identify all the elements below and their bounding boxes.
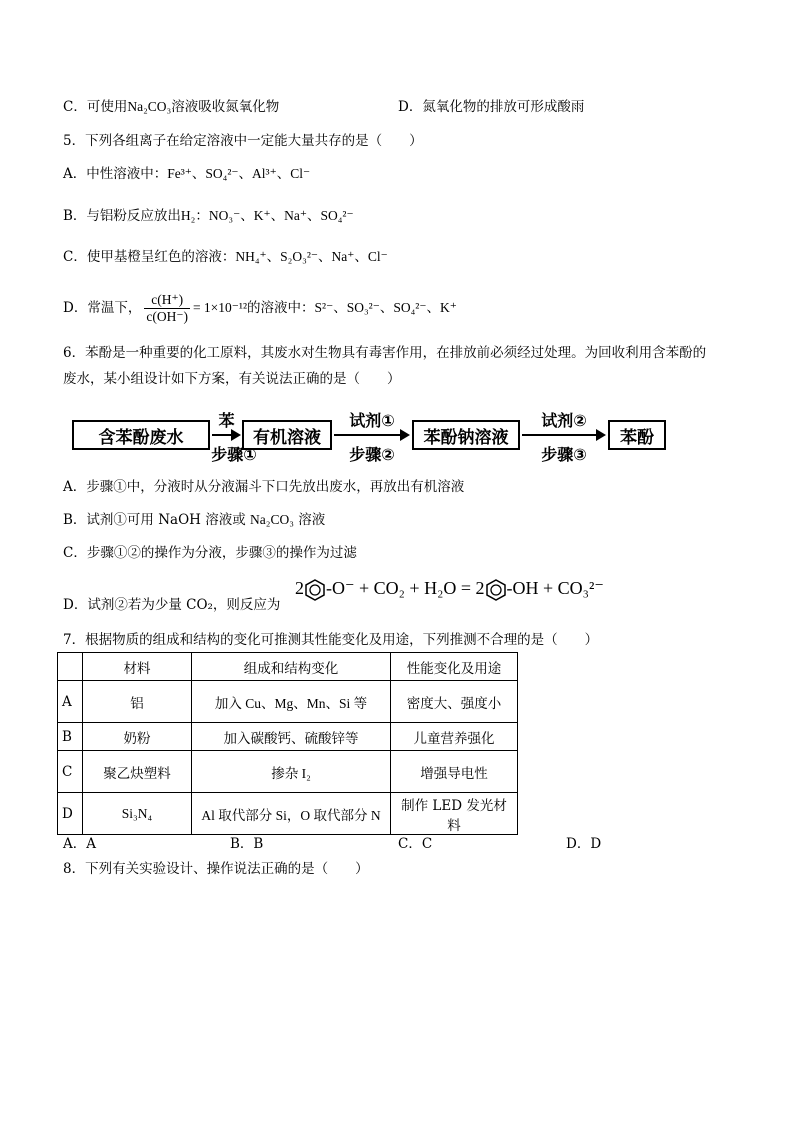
- table-cell: 加入 Cu、Mg、Mn、Si 等: [192, 681, 391, 723]
- q6-option-b-suffix: 溶液: [293, 512, 326, 528]
- q6-stem-line2: 废水，某小组设计如下方案，有关说法正确的是（ ）: [63, 371, 401, 387]
- q6-option-b-formula: Na₂CO₃: [250, 512, 294, 527]
- table-cell: 密度大、强度小: [391, 681, 518, 723]
- q4-option-d: D．氮氧化物的排放可形成酸雨: [398, 99, 585, 115]
- table-header-cell: [58, 653, 83, 681]
- table-header-row: [58, 653, 518, 681]
- q7-stem: 7．根据物质的组成和结构的变化可推测其性能变化及用途，下列推测不合理的是（ ）: [63, 632, 599, 648]
- q6-stem-line1: 6．苯酚是一种重要的化工原料，其废水对生物具有毒害作用，在排放前必须经过处理。为回收利用含苯酚的: [63, 345, 707, 361]
- eq-phenoxide: O⁻: [332, 578, 355, 598]
- q4-option-c: [63, 97, 279, 117]
- flow-box-waste-water: 含苯酚废水: [72, 420, 210, 450]
- flow-box-organic-solution: 有机溶液: [242, 420, 332, 450]
- table-header-cell: 材料: [83, 653, 192, 681]
- q5-option-c-ions: NH₄⁺、S₂O₃²⁻、Na⁺、Cl⁻: [235, 249, 388, 264]
- table-cell: 增强导电性: [391, 751, 518, 793]
- flow-arrow-step1-label: 步骤①: [211, 445, 257, 464]
- eq-phenol-oh: OH: [512, 578, 539, 598]
- q7-option-a: A．A: [63, 836, 96, 852]
- q5-stem: 5．下列各组离子在给定溶液中一定能大量共存的是（ ）: [63, 133, 423, 149]
- q4-option-c-formula: Na₂CO₃: [127, 99, 172, 114]
- table-cell: Al 取代部分 Si，O 取代部分 N: [192, 793, 391, 835]
- table-cell: A: [58, 681, 83, 723]
- flow-box-sodium-phenoxide: 苯酚钠溶液: [412, 420, 520, 450]
- q6-option-a: A．步骤①中，分液时从分液漏斗下口先放出废水，再放出有机溶液: [63, 479, 465, 495]
- table-row: [58, 723, 518, 751]
- q6-option-d: D．试剂②若为少量 CO₂，则反应为: [63, 597, 281, 613]
- flow-arrow-step3-reagent: 试剂②: [541, 411, 587, 430]
- q6-option-b: [63, 510, 325, 530]
- table-cell: 奶粉: [83, 723, 192, 751]
- q5-option-d-ions: S²⁻、SO₃²⁻、SO₄²⁻、K⁺: [314, 300, 457, 315]
- q7-table: [57, 652, 518, 835]
- eq-reactants: + CO₂ + H₂O = 2: [354, 578, 485, 598]
- flow-arrow-step3-label: 步骤③: [541, 445, 587, 464]
- table-row: [58, 793, 518, 835]
- q5-option-b-ions: ：NO₃⁻、K⁺、Na⁺、SO₄²⁻: [195, 208, 354, 223]
- table-cell: B: [58, 723, 83, 751]
- arrow-head-icon: [231, 429, 241, 441]
- q5-option-d-prefix: D．常温下，: [63, 300, 142, 316]
- q5-option-d-fraction: [144, 292, 190, 325]
- eq-products: + CO₃²⁻: [538, 578, 604, 598]
- flow-arrow-step1-reagent: 苯: [218, 411, 235, 430]
- q5-option-d: [63, 288, 457, 328]
- arrow-shaft: [212, 434, 233, 436]
- benzene-ring-icon: [485, 579, 507, 601]
- flow-arrow-step2-label: 步骤②: [349, 445, 395, 464]
- table-cell: 铝: [83, 681, 192, 723]
- q5-option-a-prefix: A．中性溶液中：: [63, 166, 168, 182]
- q5-option-b-h2: H₂: [180, 208, 196, 223]
- table-cell: 聚乙炔塑料: [83, 751, 192, 793]
- q5-option-b: [63, 206, 354, 226]
- arrow-head-icon: [596, 429, 606, 441]
- q7-option-b: B．B: [230, 836, 264, 852]
- table-cell: D: [58, 793, 83, 835]
- fraction-numerator: c(H⁺): [144, 292, 190, 309]
- q5-option-c-prefix: C．使甲基橙呈红色的溶液：: [63, 249, 236, 265]
- table-header-cell: 性能变化及用途: [391, 653, 518, 681]
- table-cell: 加入碳酸钙、硫酸锌等: [192, 723, 391, 751]
- table-cell: 掺杂 I₂: [192, 751, 391, 793]
- q8-stem: 8．下列有关实验设计、操作说法正确的是（ ）: [63, 861, 369, 877]
- benzene-ring-icon: [304, 579, 326, 601]
- flow-arrow-step2: [334, 412, 410, 464]
- flow-arrow-step1: [211, 411, 257, 464]
- q6-flow-diagram: [72, 412, 672, 464]
- table-header-cell: 组成和结构变化: [192, 653, 391, 681]
- table-cell: 制作 LED 发光材料: [391, 793, 518, 835]
- arrow-shaft: [334, 434, 402, 436]
- q5-option-a: [63, 164, 310, 184]
- arrow-head-icon: [400, 429, 410, 441]
- flow-arrow-step2-reagent: 试剂①: [349, 411, 395, 430]
- q5-option-b-prefix: B．与铝粉反应放出: [63, 208, 181, 224]
- table-cell: 儿童营养强化: [391, 723, 518, 751]
- q5-option-d-middle: 的溶液中：: [247, 300, 315, 316]
- q7-option-d: D．D: [566, 836, 602, 852]
- table-cell: Si₃N₄: [83, 793, 192, 835]
- table-row: [58, 681, 518, 723]
- q6-reaction-equation: 2 -O⁻ + CO₂ + H₂O = 2 -OH + CO₃²⁻: [295, 578, 604, 601]
- q6-option-b-prefix: B．试剂①可用 NaOH 溶液或: [63, 512, 250, 528]
- eq-coefficient: 2: [295, 578, 304, 598]
- q7-option-c: C．C: [398, 836, 433, 852]
- q6-option-c: C．步骤①②的操作为分液，步骤③的操作为过滤: [63, 545, 357, 561]
- table-cell: C: [58, 751, 83, 793]
- fraction-denominator: c(OH⁻): [146, 309, 188, 324]
- q4-option-c-suffix: 溶液吸收氮氧化物: [171, 99, 280, 115]
- q5-option-c: [63, 247, 388, 267]
- q5-option-a-ions: Fe³⁺、SO₄²⁻、Al³⁺、Cl⁻: [167, 166, 311, 181]
- flow-arrow-step3: [522, 412, 606, 464]
- arrow-shaft: [522, 434, 598, 436]
- q5-option-d-equation: = 1×10⁻¹²: [192, 300, 248, 315]
- flow-box-phenol: 苯酚: [608, 420, 666, 450]
- q4-option-c-prefix: C．可使用: [63, 99, 128, 115]
- table-row: [58, 751, 518, 793]
